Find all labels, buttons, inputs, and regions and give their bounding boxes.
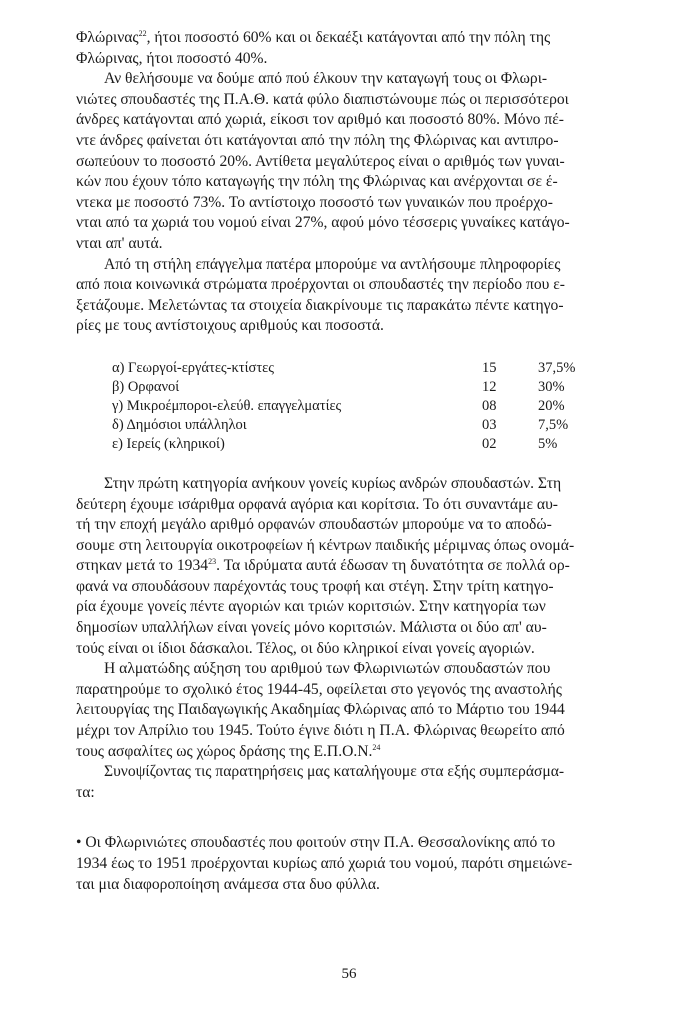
paragraph-6: Συνοψίζοντας τις παρατηρήσεις μας καταλήγουμε στα εξής συμπεράσμα- τα: bbox=[76, 763, 565, 801]
table-row bbox=[112, 435, 618, 454]
father-occupation-table bbox=[112, 359, 618, 454]
category-percent: 20% bbox=[538, 397, 565, 414]
conclusion-bullet bbox=[76, 833, 662, 895]
category-count: 08 bbox=[482, 397, 497, 414]
paragraph-4 bbox=[76, 474, 662, 659]
table-row bbox=[112, 397, 618, 416]
category-label: γ) Μικροέμποροι-ελεύθ. επαγγελματίες bbox=[112, 397, 342, 414]
footnote-ref-23: 23 bbox=[208, 557, 217, 567]
paragraph-1-text-cont: , ήτοι ποσοστό 60% και οι δεκαέξι κατάγονται από την πόλη της Φλώρινας, ήτοι ποσοστό 40%. bbox=[76, 29, 551, 67]
category-percent: 30% bbox=[538, 378, 565, 395]
category-percent: 7,5% bbox=[538, 416, 569, 433]
paragraph-5-text: Η αλματώδης αύξηση του αριθμού των Φλωρινιωτών σπουδαστών που παρατηρούμε το σχολικό έτος 1944-45, οφείλεται στο γεγονός της αναστολής λειτουργίας της Παιδαγωγικής Ακαδημίας Φλώρινας από το Μάρτιο του 1944 μέχρι τον Απρίλιο του 1945. Τούτο έγινε διότι η Π.Α. Φλώρινας θεωρείτο από τους ασφαλίτες ως χώρος δράσης της Ε.Π.Ο.Ν. bbox=[76, 660, 565, 760]
category-percent: 5% bbox=[538, 435, 558, 452]
category-label: α) Γεωργοί-εργάτες-κτίστες bbox=[112, 359, 275, 376]
paragraph-4-text-cont: . Τα ιδρύματα αυτά έδωσαν τη δυνατότητα σε πολλά ορ- φανά να σπουδάσουν παρέχοντάς τους τροφή και στέγη. Στην τρίτη κατηγο- ρία έχουμε γονείς πέντε αγοριών και τριών κοριτσιών. Στην κατηγορία των δημοσίων υπαλλήλων είναι γονείς μόνο κοριτσιών. Μάλιστα οι δύο απ' αυ- τούς είναι οι ίδιοι δάσκαλοι. Τέλος, οι δύο κληρικοί είναι γονείς αγοριών. bbox=[76, 557, 570, 657]
category-label: ε) Ιερείς (κληρικοί) bbox=[112, 435, 225, 452]
category-count: 12 bbox=[482, 378, 497, 395]
paragraph-5 bbox=[76, 659, 662, 762]
paragraph-2: Αν θελήσουμε να δούμε από πού έλκουν την καταγωγή τους οι Φλωρι- νιώτες σπουδαστές της Π.Α.Θ. κατά φύλο διαπιστώνουμε πώς οι περισσότεροι άνδρες κατάγονται από χωριά, είκοσι τον αριθμό και ποσοστό 80%. Μόνο πέ- ντε άνδρες φαίνεται ότι κατάγονται από την πόλη της Φλώρινας και αντιπρο- σωπεύουν το ποσοστό 20%. Αντίθετα μεγαλύτερος είναι ο αριθμός των γυναι- κών που έχουν τόπο καταγωγής την πόλη της Φλώρινας και ανέρχονται σε έ- ντεκα με ποσοστό 73%. Το αντίστοιχο ποσοστό των γυναικών που προέρχο- νται από τα χωριά του νομού είναι 27%, αφού μόνο τέσσερις γυναίκες κατάγο- νται απ' αυτά. bbox=[76, 70, 570, 252]
category-count: 15 bbox=[482, 359, 497, 376]
page-number: 56 bbox=[341, 966, 357, 982]
category-label: δ) Δημόσιοι υπάλληλοι bbox=[112, 416, 247, 433]
category-count: 02 bbox=[482, 435, 497, 452]
conclusion-bullet-text: Οι Φλωρινιώτες σπουδαστές που φοιτούν στην Π.Α. Θεσσαλονίκης από το 1934 έως το 1951 προέρχονται κυρίως από χωριά του νομού, παρότι σημειώνε- ται μια διαφοροποίηση ανάμεσα στα δυο φύλλα. bbox=[76, 834, 573, 893]
paragraph-1 bbox=[76, 28, 662, 69]
category-label: β) Ορφανοί bbox=[112, 378, 180, 395]
spacer bbox=[76, 803, 662, 829]
table-row bbox=[112, 378, 618, 397]
paragraph-4-text: Στην πρώτη κατηγορία ανήκουν γονείς κυρίως ανδρών σπουδαστών. Στη δεύτερη έχουμε ισάριθμα ορφανά αγόρια και κορίτσια. Το ότι συναντάμε αυ- τή την εποχή μεγάλο αριθμό ορφανών σπουδαστών μπορούμε να το αποδώ- σουμε στη λειτουργία οικοτροφείων ή κέντρων παιδικής μέριμνας όπως ονομά- στηκαν μετά το 1934 bbox=[76, 474, 575, 575]
footnote-ref-22: 22 bbox=[138, 29, 147, 38]
paragraph-3: Από τη στήλη επάγγελμα πατέρα μπορούμε να αντλήσουμε πληροφορίες από ποια κοινωνικά στρώματα προέρχονται οι σπουδαστές την περίοδο που ε- ξετάζουμε. Μελετώντας τα στοιχεία διακρίνουμε τις παρακάτω πέντε κατηγο- ρίες με τους αντίστοιχους αριθμούς και ποσοστά. bbox=[76, 255, 565, 335]
category-percent: 37,5% bbox=[538, 359, 576, 376]
page-body bbox=[76, 28, 662, 895]
table-row bbox=[112, 359, 618, 378]
bullet-mark: • bbox=[76, 834, 82, 852]
table-row bbox=[112, 416, 618, 435]
category-count: 03 bbox=[482, 416, 497, 433]
paragraph-1-text: Φλώρινας bbox=[76, 29, 139, 46]
footnote-ref-24: 24 bbox=[372, 742, 381, 752]
